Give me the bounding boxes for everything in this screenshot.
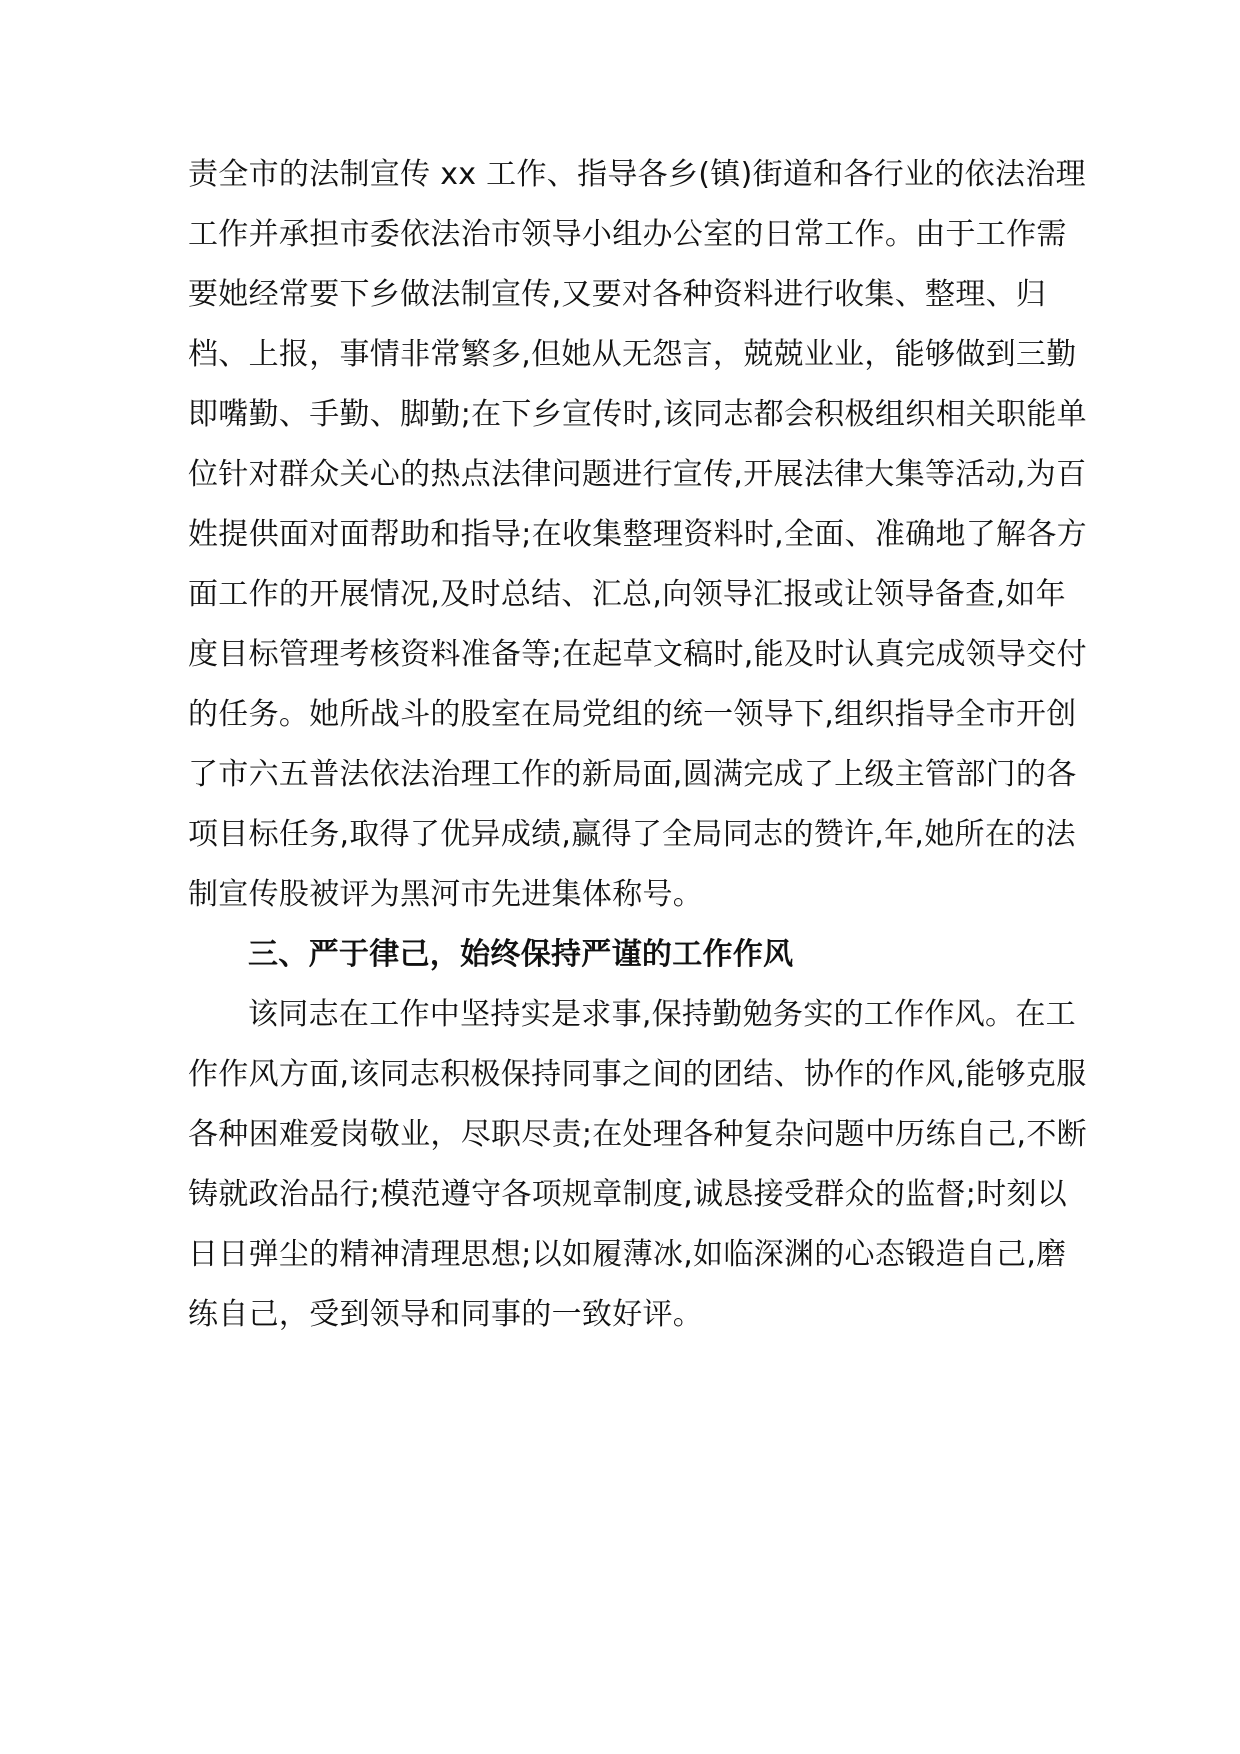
paragraph-1-line-8: 面工作的开展情况,及时总结、汇总,向领导汇报或让领导备查,如年 xyxy=(188,577,1066,612)
paragraph-2-line-2: 作作风方面,该同志积极保持同事之间的团结、协作的作风,能够克服 xyxy=(188,1057,1087,1092)
paragraph-2-line-6: 练自己，受到领导和同事的一致好评。 xyxy=(188,1297,704,1332)
paragraph-1-line-3: 要她经常要下乡做法制宣传,又要对各种资料进行收集、整理、归 xyxy=(188,277,1047,312)
section-heading: 三、严于律己，始终保持严谨的工作作风 xyxy=(248,937,794,972)
paragraph-1-line-6: 位针对群众关心的热点法律问题进行宣传,开展法律大集等活动,为百 xyxy=(188,457,1087,492)
paragraph-2-line-4: 铸就政治品行;模范遵守各项规章制度,诚恳接受群众的监督;时刻以 xyxy=(188,1177,1068,1212)
paragraph-2-line-5: 日日弹尘的精神清理思想;以如履薄冰,如临深渊的心态锻造自己,磨 xyxy=(188,1237,1067,1272)
paragraph-1-line-11: 了市六五普法依法治理工作的新局面,圆满完成了上级主管部门的各 xyxy=(188,757,1077,792)
paragraph-1-line-4: 档、上报，事情非常繁多,但她从无怨言，兢兢业业，能够做到三勤 xyxy=(188,337,1077,372)
paragraph-1-line-1: 责全市的法制宣传 xx 工作、指导各乡(镇)街道和各行业的依法治理 xyxy=(188,157,1086,192)
paragraph-1-line-10: 的任务。她所战斗的股室在局党组的统一领导下,组织指导全市开创 xyxy=(188,697,1077,732)
paragraph-2-line-1: 该同志在工作中坚持实是求事,保持勤勉务实的工作作风。在工 xyxy=(248,997,1076,1032)
paragraph-1-line-2: 工作并承担市委依法治市领导小组办公室的日常工作。由于工作需 xyxy=(188,217,1067,252)
paragraph-1-line-7: 姓提供面对面帮助和指导;在收集整理资料时,全面、准确地了解各方 xyxy=(188,517,1087,552)
paragraph-1-line-13: 制宣传股被评为黑河市先进集体称号。 xyxy=(188,877,704,912)
paragraph-1-line-12: 项目标任务,取得了优异成绩,赢得了全局同志的赞许,年,她所在的法 xyxy=(188,817,1076,852)
paragraph-1-line-9: 度目标管理考核资料准备等;在起草文稿时,能及时认真完成领导交付 xyxy=(188,637,1087,672)
paragraph-2-line-3: 各种困难爱岗敬业，尽职尽责;在处理各种复杂问题中历练自己,不断 xyxy=(188,1117,1087,1152)
paragraph-1-line-5: 即嘴勤、手勤、脚勤;在下乡宣传时,该同志都会积极组织相关职能单 xyxy=(188,397,1087,432)
